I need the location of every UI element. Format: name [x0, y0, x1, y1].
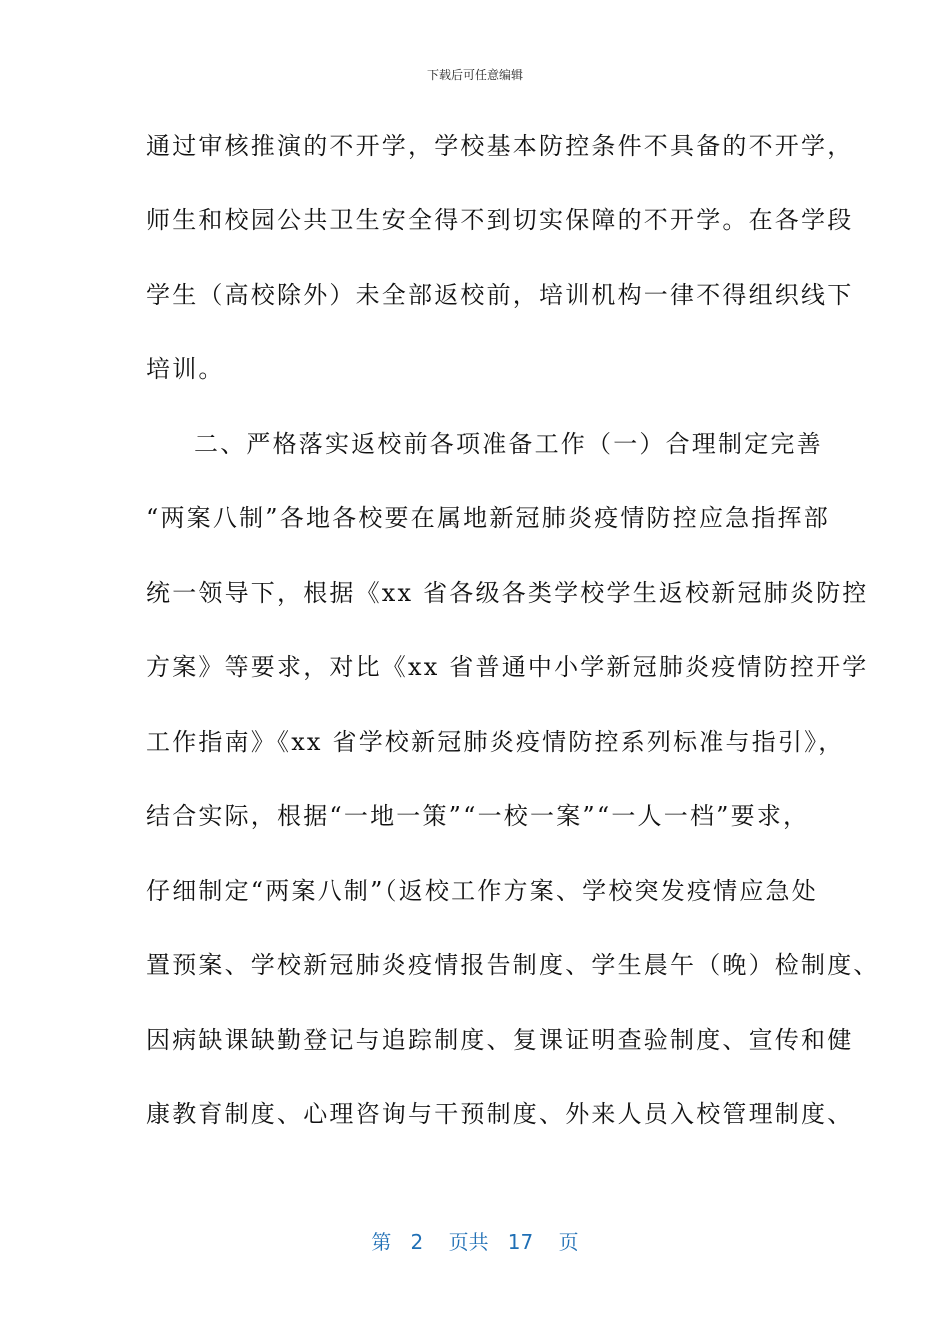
body-line-1: 通过审核推演的不开学，学校基本防控条件不具备的不开学，	[146, 132, 854, 160]
body-line-10: 结合实际，根据“一地一策”“一校一案”“一人一档”要求，	[146, 802, 810, 830]
body-line-4: 培训。	[146, 355, 225, 383]
page-number: 2	[410, 1230, 424, 1254]
body-line-9: 工作指南》《xx 省学校新冠肺炎疫情防控系列标准与指引》，	[146, 728, 845, 756]
section-heading-line: 二、严格落实返校前各项准备工作（一）合理制定完善	[194, 430, 823, 458]
header-note: 下载后可任意编辑	[426, 68, 523, 82]
body-line-13: 因病缺课缺勤登记与追踪制度、复课证明查验制度、宣传和健	[146, 1026, 854, 1054]
page-prefix: 第	[371, 1230, 392, 1254]
body-line-6: “两案八制”各地各校要在属地新冠肺炎疫情防控应急指挥部	[146, 504, 830, 532]
body-line-3: 学生（高校除外）未全部返校前，培训机构一律不得组织线下	[146, 281, 854, 309]
body-line-2: 师生和校园公共卫生安全得不到切实保障的不开学。在各学段	[146, 206, 854, 234]
body-line-14: 康教育制度、心理咨询与干预制度、外来人员入校管理制度、	[146, 1100, 854, 1128]
page-suffix: 页	[558, 1230, 579, 1254]
body-line-12: 置预案、学校新冠肺炎疫情报告制度、学生晨午（晚）检制度、	[146, 951, 880, 979]
page-middle: 页共	[448, 1230, 489, 1254]
page-footer	[0, 1226, 950, 1255]
body-line-7: 统一领导下，根据《xx 省各级各类学校学生返校新冠肺炎防控	[146, 579, 869, 607]
body-line-11: 仔细制定“两案八制”（返校工作方案、学校突发疫情应急处	[146, 877, 818, 905]
body-line-8: 方案》等要求，对比《xx 省普通中小学新冠肺炎疫情防控开学	[146, 653, 869, 681]
total-pages: 17	[507, 1230, 534, 1254]
